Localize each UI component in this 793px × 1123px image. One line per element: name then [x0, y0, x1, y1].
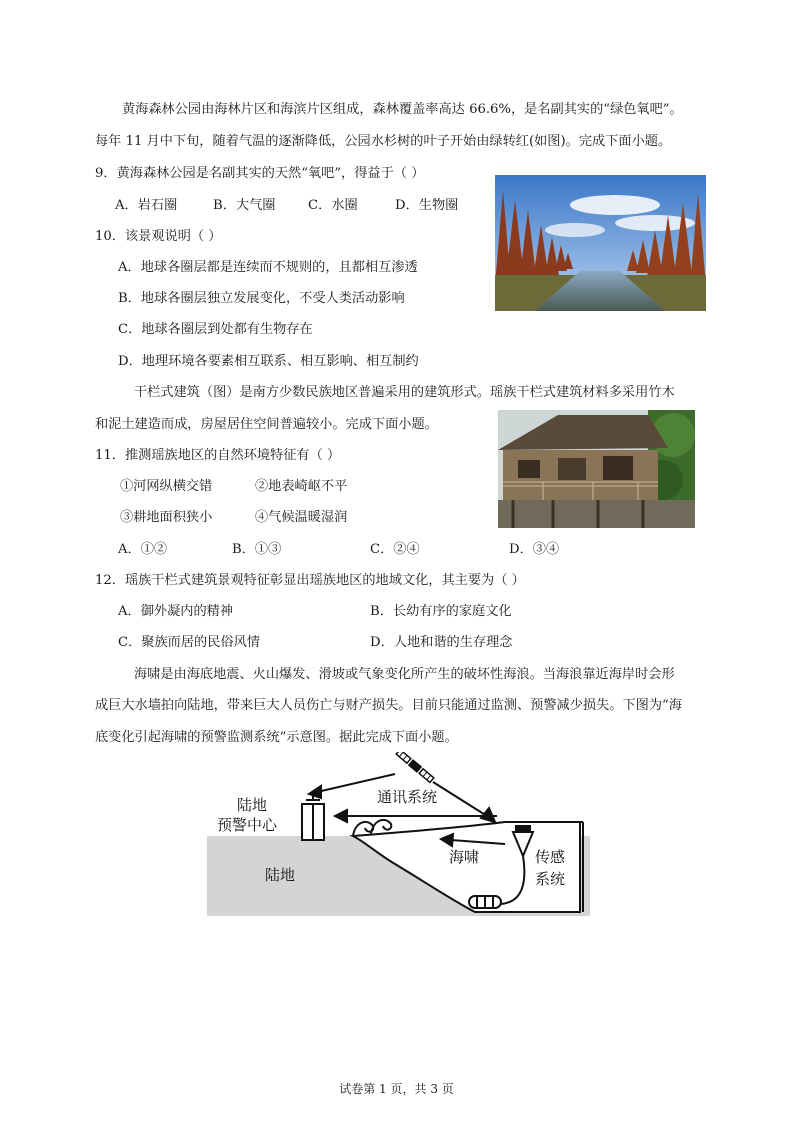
q10-option-c: C．地球各圈层到处都有生物存在 [118, 322, 313, 337]
passage1-line1: 黄海森林公园由海林片区和海滨片区组成，森林覆盖率高达 66.6%，是名副其实的“绿色氧吧”。 [122, 102, 683, 117]
label-sensor-1: 传感 [535, 848, 566, 866]
q12-stem: 12．瑶族干栏式建筑景观特征彰显出瑶族地区的地域文化，其主要为（ ） [95, 573, 525, 588]
passage1-line2: 每年 11 月中下旬，随着气温的逐渐降低，公园水杉树的叶子开始由绿转红(如图)。完成下面小题。 [95, 134, 672, 149]
label-sensor-2: 系统 [535, 870, 566, 888]
q12-option-c: C．聚族而居的民俗风情 [118, 635, 260, 650]
q11-option-a: A．①② [118, 542, 168, 557]
q11-item-2: ②地表崎岖不平 [255, 479, 348, 494]
label-land: 陆地 [265, 866, 296, 884]
passage2-line1: 干栏式建筑（图）是南方少数民族地区普遍采用的建筑形式。瑶族干栏式建筑材料多采用竹木 [134, 385, 675, 400]
q9-stem: 9．黄海森林公园是名副其实的天然“氧吧”，得益于（ ） [95, 166, 425, 181]
q9-option-c: C．水圈 [308, 198, 358, 213]
arrow-satellite-to-buoy [433, 782, 487, 816]
warning-center-icon [302, 794, 324, 840]
label-communication: 通讯系统 [377, 788, 438, 806]
label-warning-center-2: 预警中心 [217, 816, 278, 834]
q12-option-a: A．御外凝内的精神 [118, 604, 234, 619]
page-footer: 试卷第 1 页，共 3 页 [339, 1082, 454, 1096]
satellite-icon [396, 752, 435, 783]
q9-option-b: B．大气圈 [213, 198, 276, 213]
q11-option-b: B．①③ [232, 542, 282, 557]
q11-option-d: D．③④ [509, 542, 560, 557]
q11-item-1: ①河网纵横交错 [120, 479, 213, 494]
q12-option-d: D．人地和谐的生存理念 [370, 635, 513, 650]
q11-item-4: ④气候温暖湿润 [255, 510, 348, 525]
q10-option-d: D．地理环境各要素相互联系、相互影响、相互制约 [118, 354, 419, 369]
seabed-sensor-icon [469, 896, 501, 908]
passage2-line2: 和泥土建造而成，房屋居住空间普遍较小。完成下面小题。 [95, 417, 438, 432]
passage3-line2: 成巨大水墙拍向陆地，带来巨大人员伤亡与财产损失。目前只能通过监测、预警减少损失。下图为“海 [95, 698, 682, 713]
tsunami-warning-diagram [205, 752, 590, 918]
q9-option-d: D．生物圈 [395, 198, 459, 213]
label-tsunami: 海啸 [449, 848, 480, 866]
stilt-house-photo [498, 410, 695, 528]
q10-option-b: B．地球各圈层独立发展变化，不受人类活动影响 [118, 291, 405, 306]
q10-option-a: A．地球各圈层都是连续而不规则的，且都相互渗透 [118, 260, 418, 275]
q9-option-a: A．岩石圈 [115, 198, 178, 213]
q12-option-b: B．长幼有序的家庭文化 [370, 604, 512, 619]
passage3-line3: 底变化引起海啸的预警监测系统”示意图。据此完成下面小题。 [95, 730, 458, 745]
q11-option-c: C．②④ [370, 542, 420, 557]
label-warning-center-1: 陆地 [237, 796, 268, 814]
q11-stem: 11．推测瑶族地区的自然环境特征有（ ） [95, 448, 341, 463]
passage3-line1: 海啸是由海底地震、火山爆发、滑坡或气象变化所产生的破坏性海浪。当海浪靠近海岸时会形 [134, 667, 675, 682]
q10-stem: 10．该景观说明（ ） [95, 229, 222, 244]
q11-item-3: ③耕地面积狭小 [120, 510, 213, 525]
forest-river-photo [495, 175, 706, 311]
